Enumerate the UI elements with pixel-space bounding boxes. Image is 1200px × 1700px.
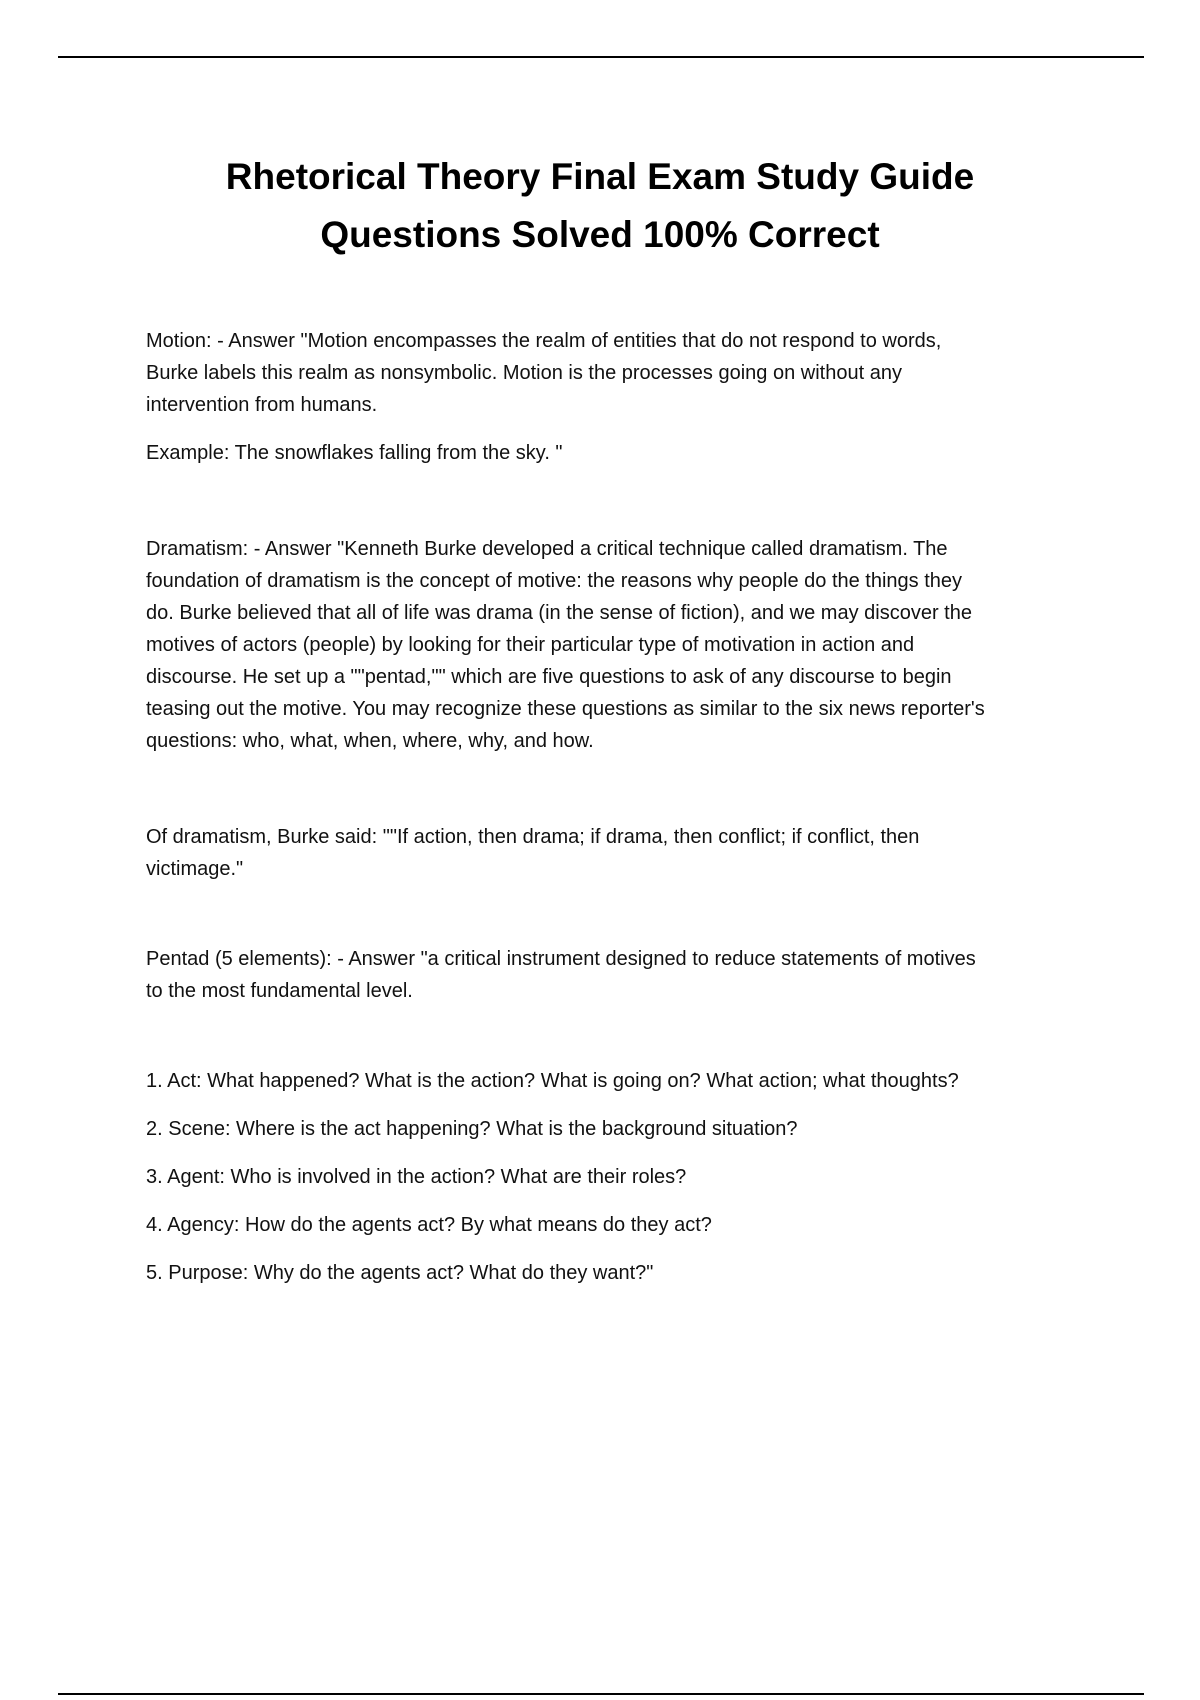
document-body: [146, 325, 1086, 1289]
document-title: [100, 148, 1100, 264]
footer-rule: [58, 1693, 1144, 1695]
motion-example: Example: The snowflakes falling from the sky. ": [146, 442, 563, 464]
pentad-item-scene: 2. Scene: Where is the act happening? What is the background situation?: [146, 1118, 798, 1140]
dramatism-definition: Dramatism: - Answer "Kenneth Burke developed a critical technique called dramatism. The foundation of dramatism is the concept of motive: the reasons why people do the things they do. Burke believed that all of life was drama (in the sense of fiction), and we may discover the motives of actors (people) by looking for their particular type of motivation in action and discourse. He set up a ""pentad,"" which are five questions to ask of any discourse to begin teasing out the motive. You may recognize these questions as similar to the six news reporter's questions: who, what, when, where, why, and how.: [146, 538, 985, 752]
header-rule: [58, 56, 1144, 58]
pentad-item-purpose: 5. Purpose: Why do the agents act? What do they want?": [146, 1262, 654, 1284]
dramatism-quote: Of dramatism, Burke said: ""If action, then drama; if drama, then conflict; if conflict, then victimage.": [146, 826, 920, 880]
pentad-item-agent: 3. Agent: Who is involved in the action? What are their roles?: [146, 1166, 687, 1188]
motion-definition: Motion: - Answer "Motion encompasses the realm of entities that do not respond to words, Burke labels this realm as nonsymbolic. Motion is the processes going on without any intervention from humans.: [146, 330, 942, 416]
pentad-item-act: 1. Act: What happened? What is the action? What is going on? What action; what thoughts?: [146, 1070, 959, 1092]
title-line-1: Rhetorical Theory Final Exam Study Guide: [225, 156, 975, 197]
title-line-2: Questions Solved 100% Correct: [320, 214, 880, 255]
pentad-item-agency: 4. Agency: How do the agents act? By what means do they act?: [146, 1214, 712, 1236]
pentad-definition: Pentad (5 elements): - Answer "a critical instrument designed to reduce statements of motives to the most fundamental level.: [146, 948, 976, 1002]
